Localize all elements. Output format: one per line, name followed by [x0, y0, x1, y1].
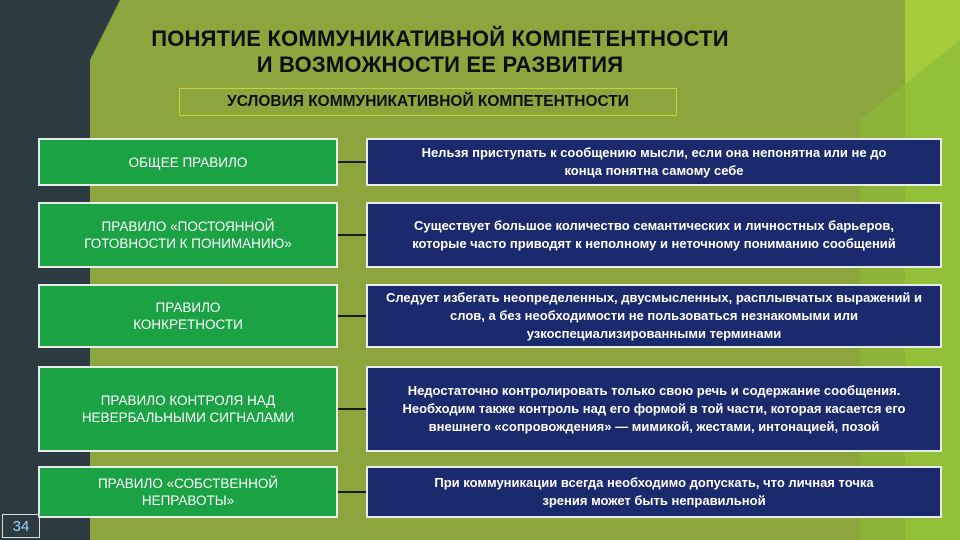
- rule-label-nonverbal: [38, 366, 338, 452]
- rule-description-text: Следует избегать неопределенных, двусмысленных, расплывчатых выражений и слов, а без необходимости не пользоваться незнакомыми или узкоспециализированными терминами: [385, 290, 923, 341]
- rule-description-readiness: [366, 202, 942, 268]
- page-number: 34: [2, 514, 40, 538]
- rule-label-readiness: [38, 202, 338, 268]
- bg-olive-area: [90, 0, 905, 540]
- rule-label-text: ПРАВИЛО «СОБСТВЕННОЙ НЕПРАВОТЫ»: [97, 476, 279, 508]
- rule-label-concreteness: [38, 284, 338, 348]
- rule-description-text: Недостаточно контролировать только свою речь и содержание сообщения. Необходим также контроль над его формой в той части, которая касается его внешнего «сопровождения» — мимикой, жестами, интонацией, позой: [402, 383, 906, 434]
- connector-line: [338, 161, 366, 163]
- rule-description-text: Существует большое количество семантических и личностных барьеров, которые часто приводят к неполному и неточному пониманию сообщений: [412, 218, 896, 251]
- bg-left-dark-triangle: [0, 0, 90, 540]
- rule-description-own-wrongness: [366, 466, 942, 518]
- connector-line: [338, 315, 366, 317]
- connector-line: [338, 491, 366, 493]
- connector-line: [338, 234, 366, 236]
- connector-line: [338, 408, 366, 410]
- rule-description-general: [366, 138, 942, 186]
- rule-label-own-wrongness: [38, 466, 338, 518]
- title-line-1: ПОНЯТИЕ КОММУНИКАТИВНОЙ КОМПЕТЕНТНОСТИ: [151, 26, 729, 51]
- slide-title: [90, 26, 790, 78]
- rule-label-general: [38, 138, 338, 186]
- rule-description-nonverbal: [366, 366, 942, 452]
- rule-description-text: При коммуникации всегда необходимо допускать, что личная точка зрения может быть неправильной: [434, 475, 874, 508]
- rule-description-concreteness: [366, 284, 942, 348]
- title-line-2: И ВОЗМОЖНОСТИ ЕЕ РАЗВИТИЯ: [256, 52, 624, 77]
- rule-label-text: ПРАВИЛО КОНКРЕТНОСТИ: [133, 300, 243, 332]
- rule-label-text: ПРАВИЛО КОНТРОЛЯ НАД НЕВЕРБАЛЬНЫМИ СИГНАЛАМИ: [81, 393, 295, 425]
- subtitle-box: УСЛОВИЯ КОММУНИКАТИВНОЙ КОМПЕТЕНТНОСТИ: [179, 88, 677, 116]
- rule-label-text: ПРАВИЛО «ПОСТОЯННОЙ ГОТОВНОСТИ К ПОНИМАНИЮ»: [84, 219, 292, 251]
- rule-label-text: ОБЩЕЕ ПРАВИЛО: [128, 154, 248, 170]
- rule-description-text: Нельзя приступать к сообщению мысли, если она непонятна или не до конца понятна самому себе: [421, 145, 887, 178]
